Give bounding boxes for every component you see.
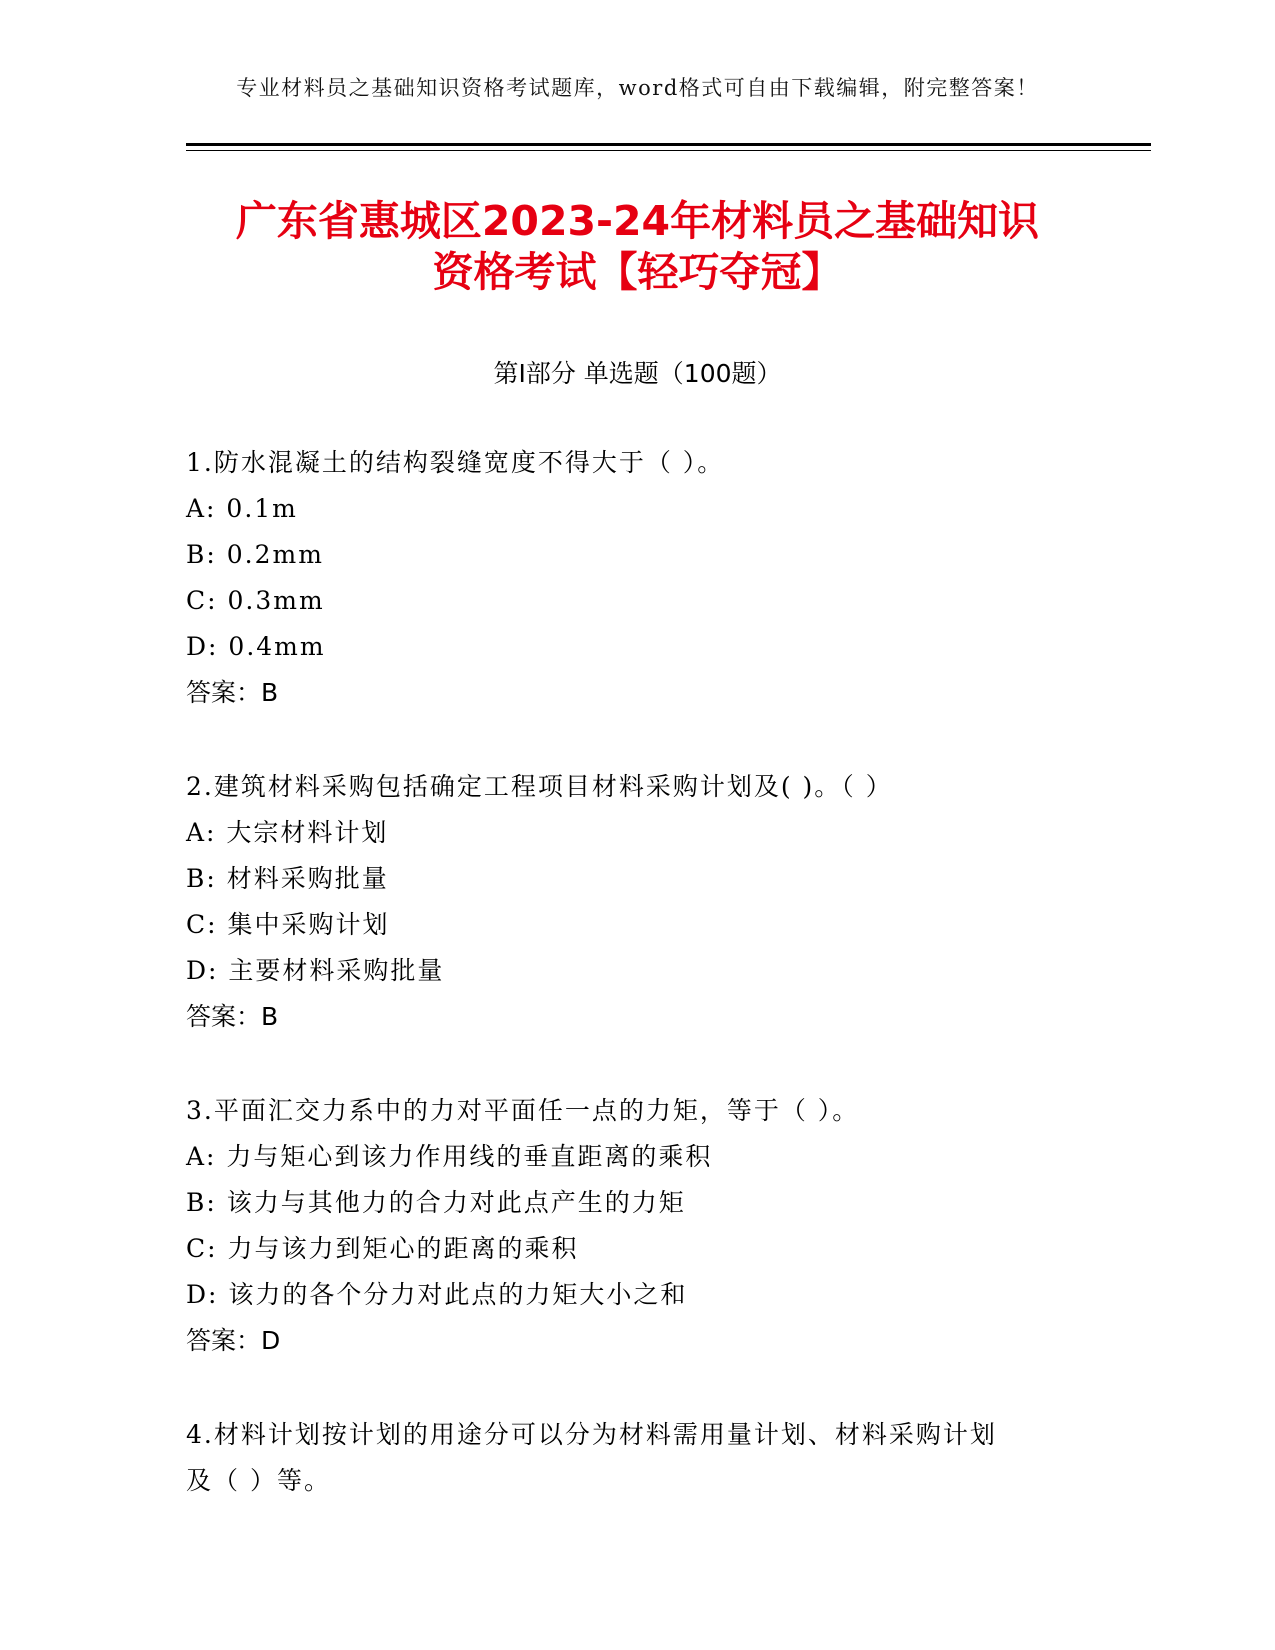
document-title (0, 196, 1275, 298)
document-title-line-2: 资格考试【轻巧夺冠】 (432, 248, 843, 296)
question-4 (186, 1412, 1086, 1504)
answer: 答案：B (186, 678, 279, 707)
question-stem-line-2: 及（ ）等。 (186, 1466, 331, 1495)
answer: 答案：D (186, 1326, 281, 1355)
document-title-line-1: 广东省惠城区2023-24年材料员之基础知识 (235, 197, 1040, 245)
option-c: C: 力与该力到矩心的距离的乘积 (186, 1234, 579, 1263)
option-c: C: 0.3mm (186, 586, 325, 615)
option-a: A: 0.1m (186, 494, 298, 523)
option-d: D: 主要材料采购批量 (186, 956, 445, 985)
option-d: D: 该力的各个分力对此点的力矩大小之和 (186, 1280, 688, 1309)
question-stem: 3.平面汇交力系中的力对平面任一点的力矩，等于（ ）。 (186, 1096, 860, 1125)
question-list (186, 440, 1086, 1552)
question-stem-line-1: 4.材料计划按计划的用途分可以分为材料需用量计划、材料采购计划 (186, 1420, 997, 1449)
option-a: A: 力与矩心到该力作用线的垂直距离的乘积 (186, 1142, 713, 1171)
option-b: B: 材料采购批量 (186, 864, 389, 893)
question-stem: 1.防水混凝土的结构裂缝宽度不得大于（ ）。 (186, 448, 725, 477)
header-rule-thick (186, 143, 1151, 146)
option-a: A: 大宗材料计划 (186, 818, 389, 847)
question-2 (186, 764, 1086, 1040)
option-b: B: 0.2mm (186, 540, 324, 569)
option-d: D: 0.4mm (186, 632, 326, 661)
header-rule-thin (186, 150, 1151, 151)
section-heading: 第Ⅰ部分 单选题（100题） (493, 359, 782, 388)
answer: 答案：B (186, 1002, 279, 1031)
option-b: B: 该力与其他力的合力对此点产生的力矩 (186, 1188, 686, 1217)
question-stem: 2.建筑材料采购包括确定工程项目材料采购计划及( )。（ ） (186, 772, 893, 801)
question-1 (186, 440, 1086, 716)
question-3 (186, 1088, 1086, 1364)
option-c: C: 集中采购计划 (186, 910, 390, 939)
header-note: 专业材料员之基础知识资格考试题库，word格式可自由下载编辑，附完整答案！ (236, 76, 1039, 100)
